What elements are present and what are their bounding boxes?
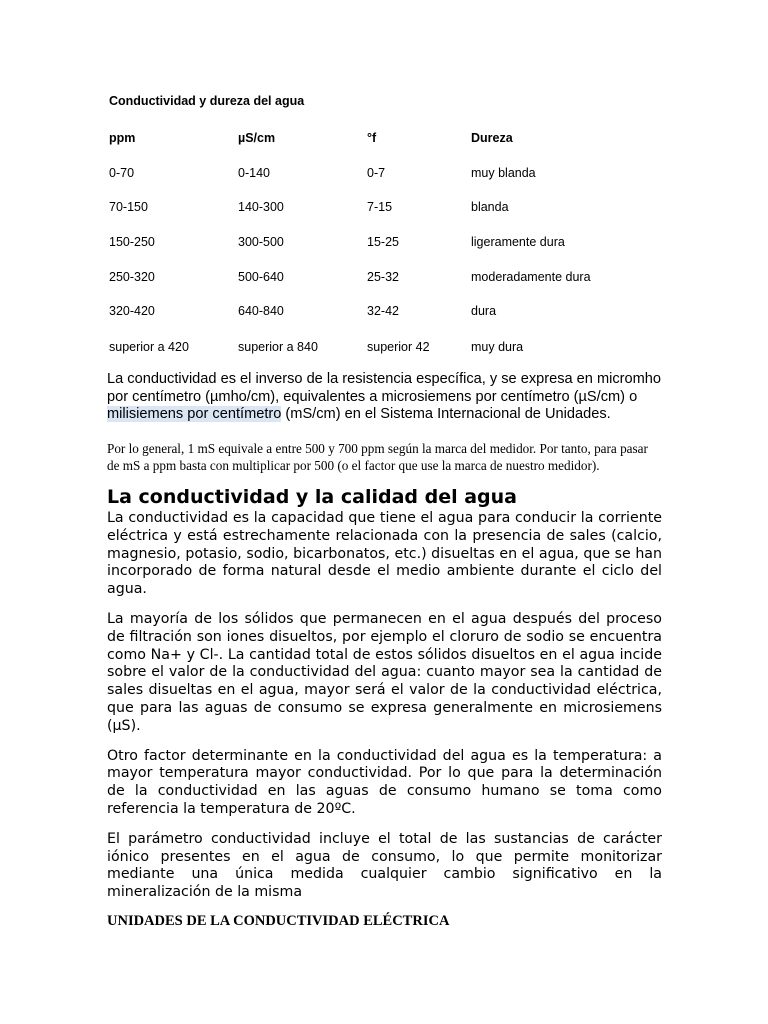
- units-heading: UNIDADES DE LA CONDUCTIVIDAD ELÉCTRICA: [107, 913, 450, 929]
- table-cell: 140-300: [238, 200, 284, 214]
- intro-text: La conductividad es el inverso de la resistencia específica, y se expresa en micromho por centímetro (µmho/cm), equivalentes a microsiemens por centímetro (µS/cm) o: [107, 371, 662, 405]
- table-cell: moderadamente dura: [471, 270, 591, 284]
- body-paragraph: Otro factor determinante en la conductividad del agua es la temperatura: a mayor temperatura mayor conductividad. Por lo que para la determinación de la conductividad en las aguas de consumo humano se toma como referencia la temperatura de 20ºC.: [107, 747, 662, 817]
- body-paragraph: La conductividad es la capacidad que tiene el agua para conducir la corriente eléctrica y está estrechamente relacionada con la presencia de sales (calcio, magnesio, potasio, sodio, bicarbonatos, etc.) disueltas en el agua, que se han incorporado de forma natural desde el medio ambiente durante el ciclo del agua.: [107, 510, 662, 598]
- table-cell: superior a 840: [238, 340, 318, 354]
- table-cell: 0-70: [109, 166, 135, 180]
- table-cell: 320-420: [109, 304, 155, 318]
- table-cell: 150-250: [109, 235, 155, 249]
- table-cell: ligeramente dura: [471, 235, 565, 249]
- conversion-note: Por lo general, 1 mS equivale a entre 500 y 700 ppm según la marca del medidor. Por tanto, para pasar de mS a ppm basta con multiplicar por 500 (o el factor que use la marca de nuestro medidor).: [107, 441, 648, 473]
- table-cell: 7-15: [367, 200, 393, 214]
- body-paragraph: El parámetro conductividad incluye el total de las sustancias de carácter iónico presentes en el agua de consumo, lo que permite monitorizar mediante una única medida cualquier cambio significativo en la mineralización de la misma: [107, 830, 662, 901]
- table-cell: muy blanda: [471, 166, 536, 180]
- section-body: [107, 510, 662, 914]
- table-header-uscm: µS/cm: [238, 131, 276, 145]
- table-cell: 32-42: [367, 304, 399, 318]
- table-header-ppm: ppm: [109, 131, 136, 145]
- intro-paragraph: [107, 371, 662, 424]
- table-cell: superior 42: [367, 340, 430, 354]
- body-paragraph: La mayoría de los sólidos que permanecen en el agua después del proceso de filtración son iones disueltos, por ejemplo el cloruro de sodio se encuentra como Na+ y Cl-. La cantidad total de estos sólidos disueltos en el agua incide sobre el valor de la conductividad del agua: cuanto mayor sea la cantidad de sales disueltas en el agua, mayor será el valor de la conductividad eléctrica, que para las aguas de consumo se expresa generalmente en microsiemens (µS).: [107, 610, 662, 734]
- table-cell: 15-25: [367, 235, 399, 249]
- intro-text-end: (mS/cm) en el Sistema Internacional de Unidades.: [281, 406, 611, 422]
- highlighted-text[interactable]: milisiemens por centímetro: [107, 406, 282, 422]
- table-title: Conductividad y dureza del agua: [109, 94, 305, 108]
- table-cell: muy dura: [471, 340, 524, 354]
- table-cell: superior a 420: [109, 340, 189, 354]
- table-cell: 250-320: [109, 270, 155, 284]
- table-cell: 0-140: [238, 166, 270, 180]
- section-heading: La conductividad y la calidad del agua: [107, 486, 517, 508]
- table-cell: 300-500: [238, 235, 284, 249]
- table-cell: 640-840: [238, 304, 284, 318]
- table-cell: dura: [471, 304, 497, 318]
- table-header-dureza: Dureza: [471, 131, 513, 145]
- table-header-f: °f: [367, 131, 377, 145]
- table-cell: 0-7: [367, 166, 386, 180]
- table-cell: 70-150: [109, 200, 148, 214]
- table-cell: 500-640: [238, 270, 284, 284]
- table-cell: 25-32: [367, 270, 399, 284]
- table-cell: blanda: [471, 200, 509, 214]
